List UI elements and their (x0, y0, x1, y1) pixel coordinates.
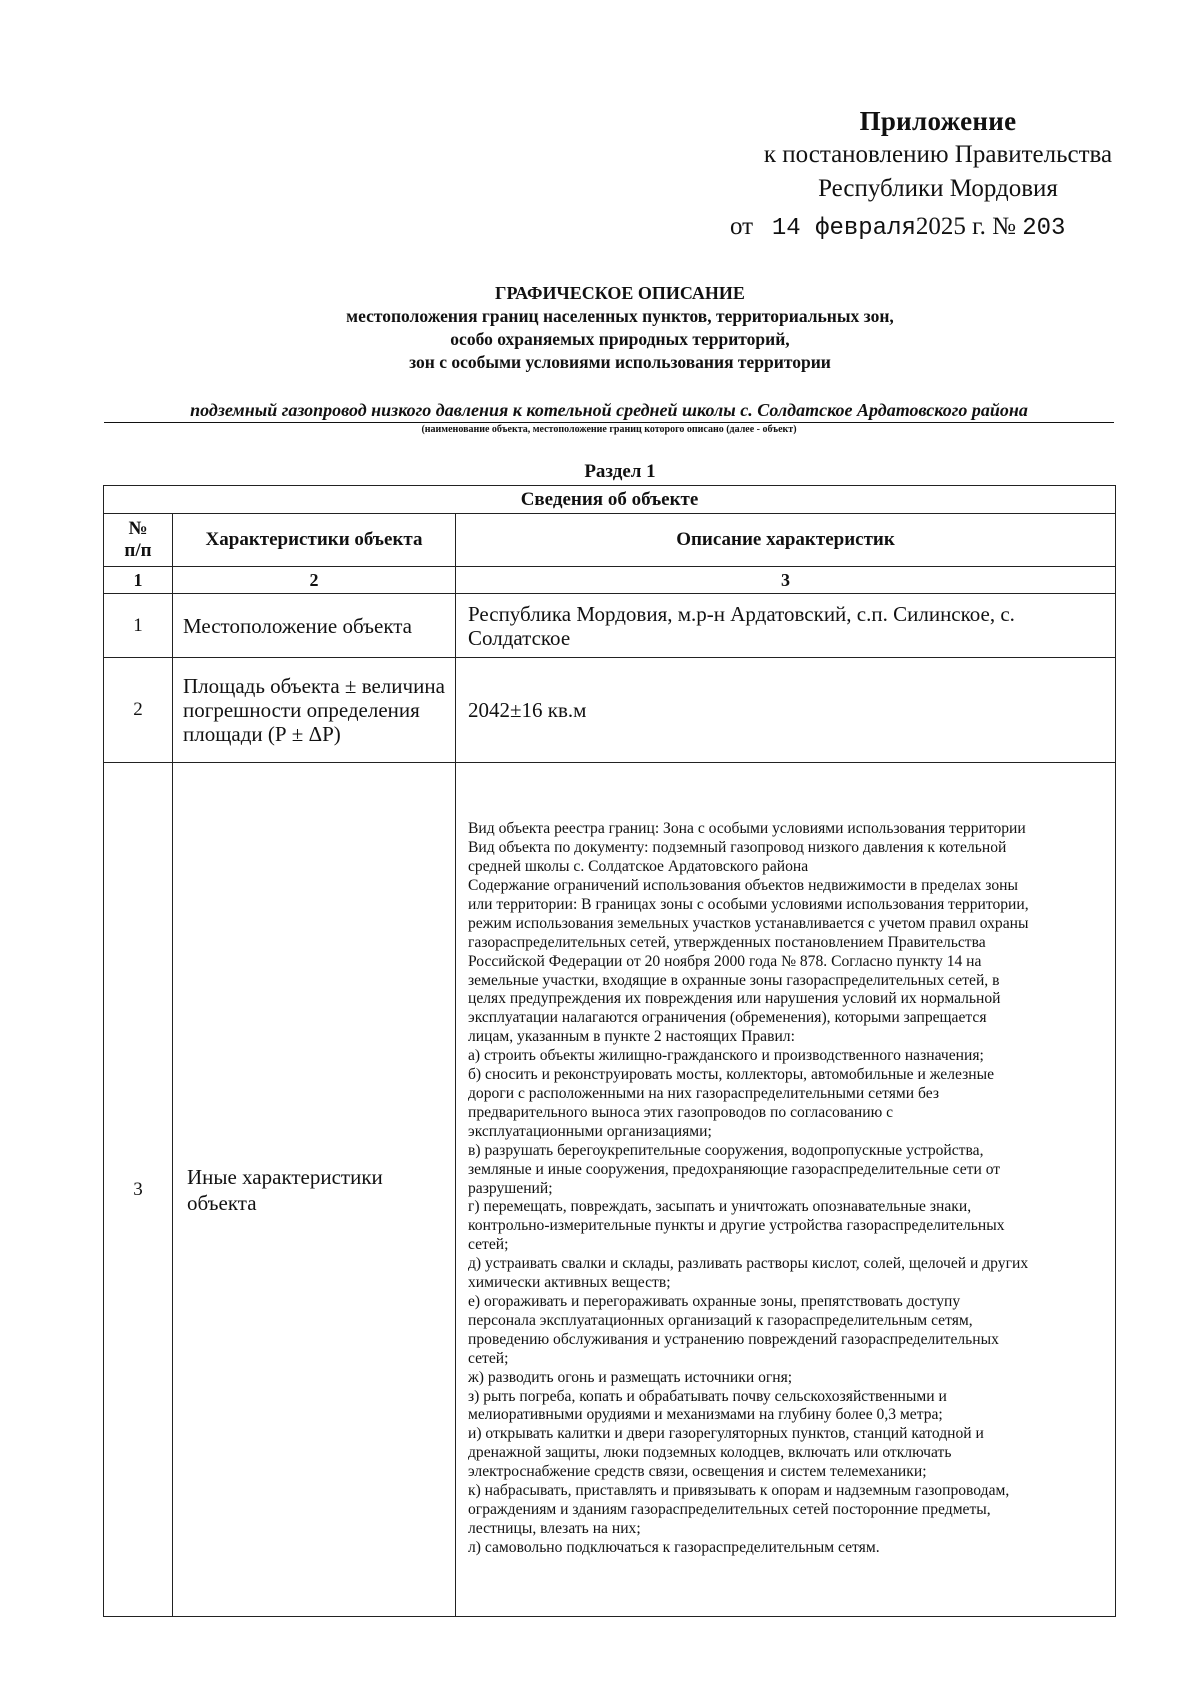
description-line: режим использования земельных участков устанавливается с учетом правил охраны (468, 914, 1029, 932)
heading-line-1: местоположения границ населенных пунктов, территориальных зон, (346, 306, 894, 326)
description-line: Содержание ограничений использования объектов недвижимости в пределах зоны (468, 877, 1018, 895)
table-title: Сведения об объекте (104, 486, 1116, 514)
row-description: 2042±16 кв.м (456, 658, 1116, 763)
description-line: земельные участки, входящие в охранные зоны газораспределительных сетей, в (468, 971, 1000, 989)
description-line: электроснабжение средств связи, освещения и систем телемеханики; (468, 1463, 927, 1481)
object-name: подземный газопровод низкого давления к котельной средней школы с. Солдатское Ардатовского района (104, 400, 1114, 423)
description-line: сетей; (468, 1349, 509, 1367)
description-line: з) рыть погреба, копать и обрабатывать почву сельскохозяйственными и (468, 1387, 947, 1405)
description-line: разрушений; (468, 1179, 553, 1197)
description-line: газораспределительных сетей, утвержденных постановлением Правительства (468, 933, 986, 951)
description-line: дренажной защиты, люки подземных колодцев, включать или отключать (468, 1444, 952, 1462)
description-line: земляные и иные сооружения, предохраняющие газораспределительные сети от (468, 1160, 1001, 1178)
row-description: Республика Мордовия, м.р-н Ардатовский, с.п. Силинское, с. Солдатское (456, 594, 1116, 658)
header-number-label: № п/п (124, 518, 152, 561)
description-line: лестницы, влезать на них; (468, 1519, 641, 1537)
description-line: целях предупреждения их повреждения или нарушения условий их нормальной (468, 990, 1001, 1008)
description-line: Вид объекта реестра границ: Зона с особыми условиями использования территории (468, 820, 1026, 838)
object-name-note: (наименование объекта, местоположение границ которого описано (далее - объект) (421, 424, 797, 435)
description-line: средней школы с. Солдатское Ардатовского района (468, 858, 809, 876)
description-line: ограждениям и зданиям газораспределительных сетей посторонние предметы, (468, 1500, 991, 1518)
header-description: Описание характеристик (456, 514, 1116, 567)
row-number: 1 (104, 594, 173, 658)
row-number: 2 (104, 658, 173, 763)
description-line: е) огораживать и перегораживать охранные зоны, препятствовать доступу (468, 1292, 961, 1310)
description-line: эксплуатационными организациями; (468, 1122, 712, 1140)
description-line: д) устраивать свалки и склады, разливать растворы кислот, солей, щелочей и других (468, 1255, 1029, 1273)
description-line: Российской Федерации от 20 ноября 2000 года № 878. Согласно пункту 14 на (468, 952, 982, 970)
row-description-list (456, 763, 1116, 1617)
description-line: в) разрушать берегоукрепительные сооружения, водопропускные устройства, (468, 1141, 984, 1159)
section-label: Раздел 1 (584, 461, 656, 482)
row-characteristic: Местоположение объекта (173, 594, 456, 658)
column-number-1: 1 (104, 567, 173, 594)
description-line: персонала эксплуатационных организаций к газораспределительным сетям, (468, 1311, 973, 1329)
table-row (104, 658, 1116, 763)
column-number-2: 2 (173, 567, 456, 594)
object-info-table (103, 485, 1116, 1617)
appendix-block (728, 104, 1148, 246)
description-line: предварительного выноса этих газопроводов по согласованию с (468, 1103, 894, 1121)
table-row (104, 763, 1116, 1617)
header-number (104, 514, 173, 567)
description-line: контрольно-измерительные пункты и другие устройства газораспределительных (468, 1217, 1005, 1235)
row-characteristic: Площадь объекта ± величина погрешности определения площади (Р ± ΔР) (173, 658, 456, 763)
description-line: л) самовольно подключаться к газораспределительным сетям. (468, 1538, 880, 1556)
date-year: 2025 г. № (915, 213, 1016, 240)
description-line: а) строить объекты жилищно-гражданского и производственного назначения; (468, 1047, 984, 1065)
description-line: Вид объекта по документу: подземный газопровод низкого давления к котельной (468, 839, 1007, 857)
description-line: эксплуатации налагаются ограничения (обременения), которыми запрещается (468, 1009, 987, 1027)
decree-number: 203 (1022, 215, 1066, 242)
heading-line-3: зон с особыми условиями использования территории (409, 352, 831, 372)
description-line: ж) разводить огонь и размещать источники огня; (468, 1368, 793, 1386)
description-line: и) открывать калитки и двери газорегуляторных пунктов, станций катодной и (468, 1425, 984, 1443)
row-characteristic: Иные характеристики объекта (173, 763, 456, 1617)
description-line: г) перемещать, повреждать, засыпать и уничтожать опознавательные знаки, (468, 1198, 972, 1216)
description-line: лицам, указанным в пункте 2 настоящих Правил: (468, 1028, 795, 1046)
description-line: сетей; (468, 1236, 509, 1254)
date-prefix: от (730, 213, 754, 240)
appendix-date (728, 210, 1148, 246)
description-line: к) набрасывать, приставлять и привязывать к опорам и надземным газопроводам, (468, 1482, 1010, 1500)
document-heading (0, 282, 1200, 374)
description-line: б) сносить и реконструировать мосты, коллекторы, автомобильные и железные (468, 1066, 994, 1084)
heading-line-2: особо охраняемых природных территорий, (450, 329, 790, 349)
table-row (104, 594, 1116, 658)
column-number-3: 3 (456, 567, 1116, 594)
appendix-line-1: к постановлению Правительства (763, 141, 1113, 168)
description-line: или территории: В границах зоны с особыми условиями использования территории, (468, 895, 1029, 913)
row-number: 3 (104, 763, 173, 1617)
document-title: ГРАФИЧЕСКОЕ ОПИСАНИЕ (495, 283, 745, 303)
column-numbers-row (104, 567, 1116, 594)
description-line: проведению обслуживания и устранению повреждений газораспределительных (468, 1330, 999, 1348)
appendix-line-2: Республики Мордовия (818, 175, 1058, 202)
appendix-title: Приложение (859, 106, 1017, 136)
description-line: дороги с расположенными на них газораспределительными сетями без (468, 1085, 940, 1103)
description-line: химически активных веществ; (468, 1274, 671, 1292)
description-line: мелиоративными орудиями и механизмами на глубину более 0,3 метра; (468, 1406, 943, 1424)
table-header-row (104, 514, 1116, 567)
header-characteristic: Характеристики объекта (173, 514, 456, 567)
date-value: 14 февраля (771, 215, 916, 242)
